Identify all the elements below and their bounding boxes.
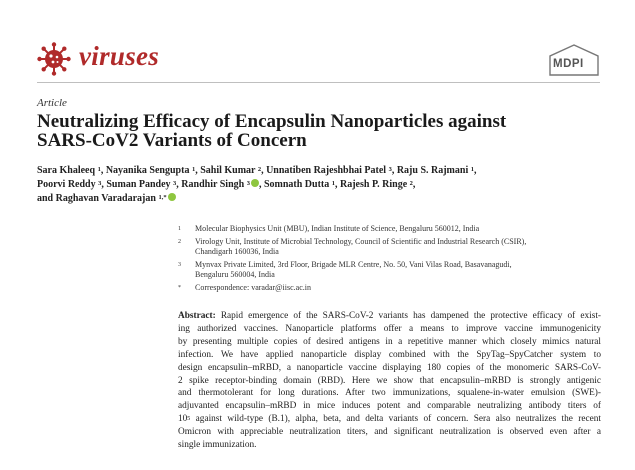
orcid-icon[interactable] bbox=[251, 179, 259, 187]
abstract-line: single immunization. bbox=[178, 440, 257, 451]
author-affiliation-marker: 3 bbox=[173, 180, 177, 187]
author-affiliation-marker: 1 bbox=[470, 166, 474, 173]
abstract-line: Abstract: Rapid emergence of the SARS-CoV-2 variants has dampened the protective efficacy of exist- bbox=[178, 311, 601, 321]
abstract-line: by presenting multiple copies of desired antigens in a repetitive manner which closely mimics natural bbox=[178, 336, 601, 347]
author-name: Poorvi Reddy bbox=[37, 179, 99, 190]
orcid-icon[interactable] bbox=[168, 193, 176, 201]
publisher-logo bbox=[548, 44, 600, 76]
journal-name: viruses bbox=[79, 41, 160, 71]
abstract-line: and thermotolerant for long durations. After two immunizations, squalene-in-water emulsion (SWE)- bbox=[178, 388, 601, 399]
affiliation-line: Chandigarh 160036, India bbox=[195, 247, 279, 256]
author-name: Sara Khaleeq bbox=[37, 165, 98, 176]
author-affiliation-marker: 3 bbox=[98, 180, 102, 187]
author-name: Somnath Dutta bbox=[263, 179, 332, 190]
author-affiliation-marker: 2 bbox=[409, 180, 413, 187]
author-name: Unnatiben Rajeshbhai Patel bbox=[266, 165, 389, 176]
author-affiliation-marker: 3 bbox=[246, 180, 250, 187]
affiliation-1 bbox=[178, 224, 608, 234]
header-divider bbox=[37, 82, 600, 83]
affiliation-line: Bengaluru 560004, India bbox=[195, 270, 275, 279]
author-list bbox=[37, 164, 607, 206]
abstract-line: design encapsulin–mRBD, a nanoparticle vaccine displaying 180 copies of the monomeric SARS-CoV- bbox=[178, 362, 601, 373]
authors-line-2: Poorvi Reddy $^3$, Suman Pandey $^3$, Randhir Singh $^3$ , Somnath Dutta $^1$, Rajesh P. Ringe $^2$, bbox=[37, 179, 416, 190]
author-name: Randhir Singh bbox=[181, 179, 247, 190]
paper-title bbox=[37, 112, 597, 150]
affiliation-line: Mynvax Private Limited, 3rd Floor, Brigade MLR Centre, No. 50, Vani Vilas Road, Basavanagudi, bbox=[195, 260, 512, 269]
journal-logo bbox=[37, 40, 337, 76]
correspondence bbox=[178, 283, 608, 293]
author-affiliation-marker: 1 bbox=[97, 166, 101, 173]
correspondence-line: Correspondence: varadar@iisc.ac.in bbox=[195, 283, 311, 292]
affiliation-line: Virology Unit, Institute of Microbial Technology, Council of Scientific and Industrial Research (CSIR), bbox=[195, 237, 527, 246]
affiliation-number: 2 bbox=[178, 239, 181, 245]
author-affiliation-marker: 2 bbox=[257, 166, 262, 173]
virus-icon bbox=[37, 42, 71, 76]
affiliations bbox=[178, 224, 608, 293]
title-line: SARS-CoV2 Variants of Concern bbox=[37, 130, 307, 151]
publisher-name: MDPI bbox=[553, 58, 584, 70]
author-name: Nayanika Sengupta bbox=[105, 165, 192, 176]
abstract-line: Omicron with appreciable neutralization titers, and significant neutralization is observed even after a bbox=[178, 427, 601, 438]
affiliation-number: 3 bbox=[178, 262, 181, 268]
title-line: Neutralizing Efficacy of Encapsulin Nanoparticles against bbox=[37, 111, 507, 132]
abstract-label: Abstract: bbox=[178, 311, 216, 321]
author-affiliation-marker: 1 bbox=[331, 180, 335, 187]
author-affiliation-marker: 1 bbox=[191, 166, 196, 173]
author-name: Rajesh P. Ringe bbox=[340, 179, 410, 190]
abstract-line: $10^5$ against wild-type (B.1), alpha, beta, and delta variants of concern. Sera also neutralizes the recent bbox=[178, 414, 601, 425]
author-name: Sahil Kumar bbox=[200, 165, 258, 176]
article-type: Article bbox=[37, 97, 67, 109]
author-name: Raghavan Varadarajan bbox=[55, 193, 159, 204]
abstract-line: 2 spike receptor-binding domain (RBD). Here we show that encapsulin–mRBD is strongly antigenic bbox=[178, 375, 601, 386]
affiliation-number: 1 bbox=[178, 226, 181, 232]
authors-line-1: Sara Khaleeq $^1$, Nayanika Sengupta $^1$, Sahil Kumar $^2$, Unnatiben Rajeshbhai Patel $^3$, Raju S. Rajmani $^1$, bbox=[37, 165, 477, 176]
abstract-line: ing authorized vaccines. Nanoparticle platforms offer a means to improve vaccine immunogenicity bbox=[178, 323, 601, 334]
author-affiliation-marker: 3 bbox=[388, 166, 392, 173]
authors-line-3: and Raghavan Varadarajan $^{1,*}$ bbox=[37, 192, 607, 206]
abstract-line: infection. We have applied nanoparticle display combined with the SpyTag–SpyCatcher system to bbox=[178, 349, 601, 360]
author-affiliation-marker: 1,* bbox=[158, 194, 167, 201]
author-name: Suman Pandey bbox=[106, 179, 174, 190]
affiliation-2 bbox=[178, 237, 608, 257]
affiliation-3 bbox=[178, 260, 608, 280]
titer-value: $10^5$ bbox=[178, 414, 191, 425]
author-name: Raju S. Rajmani bbox=[396, 165, 471, 176]
affiliation-number: * bbox=[178, 285, 181, 291]
abstract bbox=[178, 310, 601, 452]
abstract-line: adjuvanted encapsulin–mRBD in mice induces potent and comparable neutralizing antibody titers of bbox=[178, 401, 601, 412]
affiliation-line: Molecular Biophysics Unit (MBU), Indian Institute of Science, Bengaluru 560012, India bbox=[195, 224, 480, 233]
